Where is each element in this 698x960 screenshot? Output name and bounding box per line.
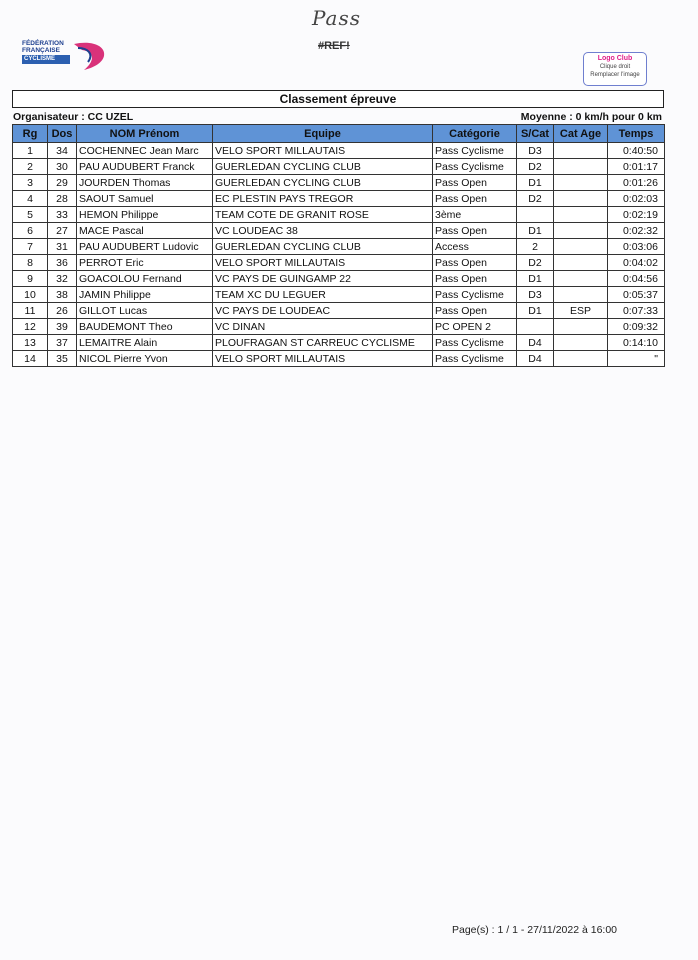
subcategory-cell: D1 [517, 271, 554, 287]
results-table [12, 124, 665, 367]
bib-cell: 34 [48, 143, 77, 159]
table-row [13, 175, 665, 191]
bib-cell: 28 [48, 191, 77, 207]
age-category-cell [554, 191, 608, 207]
subcategory-cell: D2 [517, 191, 554, 207]
logo-club-title: Logo Club [597, 55, 633, 62]
team-cell: VC PAYS DE LOUDEAC [213, 303, 433, 319]
name-cell: BAUDEMONT Theo [77, 319, 213, 335]
time-cell: 0:02:19 [608, 207, 665, 223]
subcategory-cell: D3 [517, 143, 554, 159]
age-category-cell [554, 223, 608, 239]
time-cell: " [608, 351, 665, 367]
time-cell: 0:14:10 [608, 335, 665, 351]
bib-cell: 38 [48, 287, 77, 303]
rank-cell: 7 [13, 239, 48, 255]
bib-cell: 33 [48, 207, 77, 223]
table-row [13, 303, 665, 319]
rank-cell: 4 [13, 191, 48, 207]
bib-cell: 30 [48, 159, 77, 175]
rank-cell: 3 [13, 175, 48, 191]
team-cell: GUERLEDAN CYCLING CLUB [213, 175, 433, 191]
name-cell: LEMAITRE Alain [77, 335, 213, 351]
team-cell: VC PAYS DE GUINGAMP 22 [213, 271, 433, 287]
name-cell: NICOL Pierre Yvon [77, 351, 213, 367]
team-cell: VELO SPORT MILLAUTAIS [213, 255, 433, 271]
name-cell: PAU AUDUBERT Franck [77, 159, 213, 175]
rank-cell: 11 [13, 303, 48, 319]
federation-line2: FRANÇAISE [22, 47, 60, 54]
category-cell: PC OPEN 2 [433, 319, 517, 335]
bib-cell: 29 [48, 175, 77, 191]
table-row [13, 319, 665, 335]
column-header-age-category: Cat Age [554, 125, 608, 143]
table-row [13, 287, 665, 303]
subcategory-cell [517, 319, 554, 335]
rank-cell: 1 [13, 143, 48, 159]
team-cell: VC DINAN [213, 319, 433, 335]
category-cell: Pass Open [433, 191, 517, 207]
page-footer: Page(s) : 1 / 1 - 27/11/2022 à 16:00 [452, 924, 618, 936]
subcategory-cell: D4 [517, 335, 554, 351]
column-header-team: Equipe [213, 125, 433, 143]
bib-cell: 39 [48, 319, 77, 335]
name-cell: GILLOT Lucas [77, 303, 213, 319]
subcategory-cell: D1 [517, 223, 554, 239]
rank-cell: 8 [13, 255, 48, 271]
category-cell: Pass Open [433, 271, 517, 287]
time-cell: 0:04:02 [608, 255, 665, 271]
team-cell: PLOUFRAGAN ST CARREUC CYCLISME [213, 335, 433, 351]
column-header-time: Temps [608, 125, 665, 143]
team-cell: TEAM COTE DE GRANIT ROSE [213, 207, 433, 223]
category-cell: Access [433, 239, 517, 255]
time-cell: 0:04:56 [608, 271, 665, 287]
team-cell: VC LOUDEAC 38 [213, 223, 433, 239]
bib-cell: 32 [48, 271, 77, 287]
logo-club-line2: Remplacer l'image [590, 72, 640, 78]
time-cell: 0:40:50 [608, 143, 665, 159]
category-cell: Pass Open [433, 175, 517, 191]
age-category-cell [554, 175, 608, 191]
organizer-label: Organisateur : CC UZEL [13, 111, 134, 123]
name-cell: JOURDEN Thomas [77, 175, 213, 191]
name-cell: JAMIN Philippe [77, 287, 213, 303]
column-header-name: NOM Prénom [77, 125, 213, 143]
category-cell: Pass Cyclisme [433, 287, 517, 303]
category-cell: Pass Open [433, 255, 517, 271]
name-cell: GOACOLOU Fernand [77, 271, 213, 287]
team-cell: TEAM XC DU LEGUER [213, 287, 433, 303]
time-cell: 0:03:06 [608, 239, 665, 255]
age-category-cell [554, 159, 608, 175]
column-header-subcategory: S/Cat [517, 125, 554, 143]
age-category-cell [554, 319, 608, 335]
bib-cell: 26 [48, 303, 77, 319]
table-row [13, 223, 665, 239]
time-cell: 0:02:32 [608, 223, 665, 239]
column-header-category: Catégorie [433, 125, 517, 143]
rank-cell: 9 [13, 271, 48, 287]
table-row [13, 335, 665, 351]
name-cell: COCHENNEC Jean Marc [77, 143, 213, 159]
age-category-cell [554, 207, 608, 223]
time-cell: 0:07:33 [608, 303, 665, 319]
handwritten-note: Pass [312, 6, 362, 30]
subcategory-cell: D2 [517, 159, 554, 175]
time-cell: 0:01:17 [608, 159, 665, 175]
table-header-row [13, 125, 665, 143]
subcategory-cell: D1 [517, 175, 554, 191]
column-header-bib: Dos [48, 125, 77, 143]
category-cell: Pass Cyclisme [433, 335, 517, 351]
time-cell: 0:05:37 [608, 287, 665, 303]
table-row [13, 351, 665, 367]
column-header-rank: Rg [13, 125, 48, 143]
team-cell: GUERLEDAN CYCLING CLUB [213, 239, 433, 255]
name-cell: MACE Pascal [77, 223, 213, 239]
average-label: Moyenne : 0 km/h pour 0 km [520, 111, 662, 123]
team-cell: VELO SPORT MILLAUTAIS [213, 143, 433, 159]
rank-cell: 6 [13, 223, 48, 239]
bib-cell: 37 [48, 335, 77, 351]
bib-cell: 31 [48, 239, 77, 255]
age-category-cell [554, 287, 608, 303]
bib-cell: 36 [48, 255, 77, 271]
team-cell: VELO SPORT MILLAUTAIS [213, 351, 433, 367]
bib-cell: 27 [48, 223, 77, 239]
category-cell: Pass Open [433, 223, 517, 239]
category-cell: 3ème [433, 207, 517, 223]
age-category-cell [554, 143, 608, 159]
rank-cell: 2 [13, 159, 48, 175]
subcategory-cell: 2 [517, 239, 554, 255]
table-row [13, 143, 665, 159]
table-row [13, 191, 665, 207]
age-category-cell [554, 271, 608, 287]
subcategory-cell [517, 207, 554, 223]
subcategory-cell: D2 [517, 255, 554, 271]
time-cell: 0:01:26 [608, 175, 665, 191]
team-cell: EC PLESTIN PAYS TREGOR [213, 191, 433, 207]
age-category-cell [554, 351, 608, 367]
name-cell: PERROT Eric [77, 255, 213, 271]
rank-cell: 5 [13, 207, 48, 223]
category-cell: Pass Open [433, 303, 517, 319]
team-cell: GUERLEDAN CYCLING CLUB [213, 159, 433, 175]
name-cell: HEMON Philippe [77, 207, 213, 223]
rank-cell: 13 [13, 335, 48, 351]
federation-line1: FÉDÉRATION [22, 40, 64, 47]
bib-cell: 35 [48, 351, 77, 367]
age-category-cell: ESP [554, 303, 608, 319]
table-row [13, 271, 665, 287]
age-category-cell [554, 335, 608, 351]
name-cell: PAU AUDUBERT Ludovic [77, 239, 213, 255]
age-category-cell [554, 239, 608, 255]
time-cell: 0:02:03 [608, 191, 665, 207]
rank-cell: 12 [13, 319, 48, 335]
results-body [13, 143, 665, 367]
category-cell: Pass Cyclisme [433, 159, 517, 175]
age-category-cell [554, 255, 608, 271]
federation-line3: CYCLISME [22, 55, 70, 64]
table-row [13, 239, 665, 255]
subcategory-cell: D3 [517, 287, 554, 303]
table-row [13, 159, 665, 175]
category-cell: Pass Cyclisme [433, 143, 517, 159]
table-row [13, 255, 665, 271]
rank-cell: 10 [13, 287, 48, 303]
category-cell: Pass Cyclisme [433, 351, 517, 367]
rank-cell: 14 [13, 351, 48, 367]
ref-error-text: #REF! [318, 40, 350, 52]
logo-club-placeholder[interactable] [583, 52, 647, 86]
table-row [13, 207, 665, 223]
subcategory-cell: D4 [517, 351, 554, 367]
name-cell: SAOUT Samuel [77, 191, 213, 207]
logo-club-line1: Clique droit [599, 64, 631, 70]
time-cell: 0:09:32 [608, 319, 665, 335]
subcategory-cell: D1 [517, 303, 554, 319]
page-title: Classement épreuve [12, 90, 664, 108]
